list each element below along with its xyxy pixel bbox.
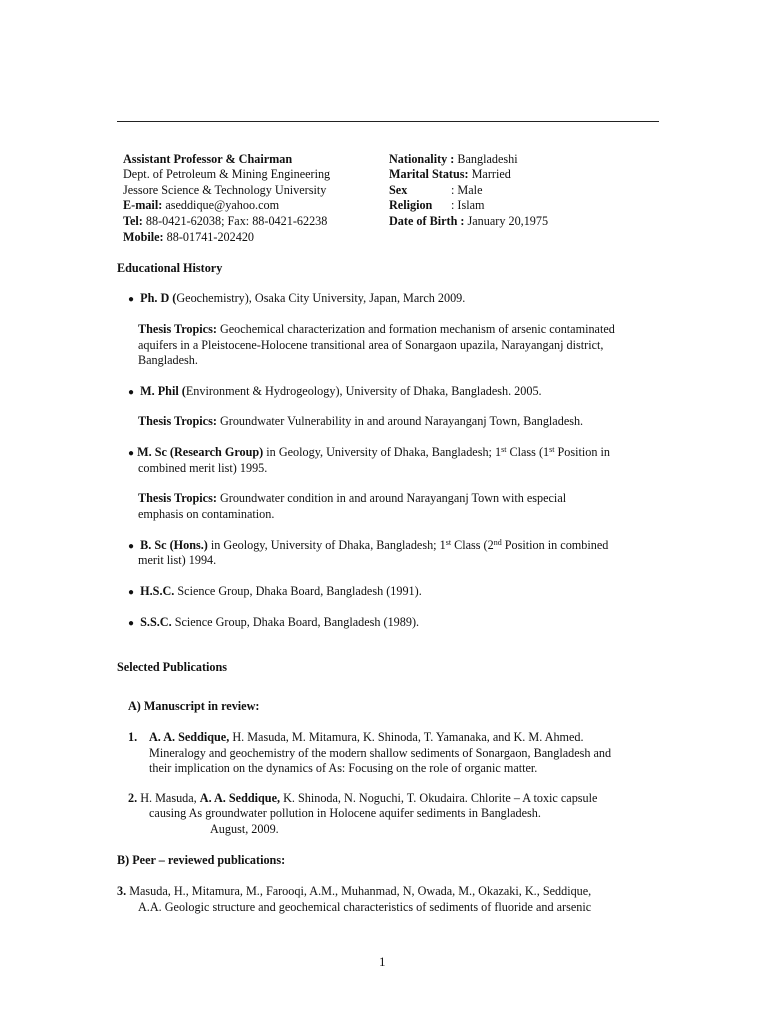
religion-value: : Islam <box>451 198 485 212</box>
mobile-line <box>123 230 254 246</box>
msc-text-c: Position in <box>554 445 610 459</box>
pub-3-line-2: A.A. Geologic structure and geochemical characteristics of sediments of fluoride and arsenic <box>138 900 592 914</box>
tel-value: 88-0421-62038; Fax: 88-0421-62238 <box>142 214 328 228</box>
msc-thesis-line-1 <box>138 491 566 507</box>
marital-value: Married <box>468 167 511 181</box>
review-heading: A) Manuscript in review: <box>128 699 260 713</box>
mphil-thesis-text: Groundwater Vulnerability in and around Narayanganj Town, Bangladesh. <box>216 414 584 428</box>
thesis-label: Thesis Tropics: <box>138 491 217 505</box>
nationality-value: Bangladeshi <box>454 152 518 166</box>
email-label: E-mail: <box>123 198 163 212</box>
bullet-icon: ● <box>128 618 135 629</box>
pub-2-line-3: August, 2009. <box>210 822 279 836</box>
edu-item-ssc <box>128 615 419 632</box>
dob-label: Date of Birth : <box>389 214 465 228</box>
pub-1-line-2: Mineralogy and geochemistry of the modern shallow sediments of Sonargaon, Bangladesh and <box>149 746 612 760</box>
sex-value: : Male <box>451 183 483 197</box>
pub-2-text-1: K. Shinoda, N. Noguchi, T. Okudaira. Chlorite – A toxic capsule <box>280 791 598 805</box>
tel-label: Tel: <box>123 214 143 228</box>
ssc-text: Science Group, Dhaka Board, Bangladesh (1989). <box>171 615 420 629</box>
department: Dept. of Petroleum & Mining Engineering <box>123 167 331 181</box>
tel-line <box>123 214 327 230</box>
pub-2-author: A. A. Seddique, <box>199 791 281 805</box>
pub-2-number: 2. <box>128 791 138 805</box>
bullet-icon: ● <box>128 294 135 305</box>
pub-2-line-2: causing As groundwater pollution in Holocene aquifer sediments in Bangladesh. <box>149 806 541 820</box>
bullet-icon: ● <box>128 587 135 598</box>
msc-sup-1: st <box>501 445 507 454</box>
pub-1-author: A. A. Seddique, <box>149 730 230 744</box>
phd-thesis-text-1: Geochemical characterization and formation mechanism of arsenic contaminated <box>216 322 615 336</box>
mobile-label: Mobile: <box>123 230 164 244</box>
msc-text-b: Class (1 <box>506 445 550 459</box>
religion-line <box>389 198 485 214</box>
pub-2-pre: H. Masuda, <box>137 791 200 805</box>
hsc-degree: H.S.C. <box>140 584 175 598</box>
peer-heading: B) Peer – reviewed publications: <box>117 853 286 867</box>
bsc-sup-1: st <box>445 538 452 547</box>
pub-1-text-1: H. Masuda, M. Mitamura, K. Shinoda, T. Yamanaka, and K. M. Ahmed. <box>229 730 584 744</box>
msc-text-a: in Geology, University of Dhaka, Bangladesh; 1 <box>263 445 502 459</box>
hsc-text: Science Group, Dhaka Board, Bangladesh (1991). <box>174 584 422 598</box>
dob-line <box>389 214 548 230</box>
msc-text-line-2: combined merit list) 1995. <box>138 461 268 475</box>
bsc-degree: B. Sc (Hons.) <box>140 538 208 552</box>
page-number: 1 <box>379 954 386 969</box>
bullet-icon: ● <box>128 387 135 398</box>
mphil-text: Environment & Hydrogeology), University of Dhaka, Bangladesh. 2005. <box>185 384 542 398</box>
job-title: Assistant Professor & Chairman <box>123 152 293 166</box>
mphil-thesis-line <box>138 414 583 430</box>
email-value: aseddique@yahoo.com <box>162 198 280 212</box>
phd-thesis-line-3: Bangladesh. <box>138 353 198 367</box>
msc-degree: M. Sc (Research Group) <box>137 445 264 459</box>
edu-item-msc <box>128 445 610 462</box>
pub-3-text-1: Masuda, H., Mitamura, M., Farooqi, A.M., Muhanmad, N, Owada, M., Okazaki, K., Seddique, <box>126 884 592 898</box>
email-line <box>123 198 279 214</box>
sex-line <box>389 183 482 199</box>
pub-3-line-1 <box>117 884 591 900</box>
bullet-icon: ● <box>128 448 135 459</box>
pub-1-line-1 <box>128 730 584 746</box>
sex-label: Sex <box>389 183 408 197</box>
phd-thesis-line-2: aquifers in a Pleistocene-Holocene transitional area of Sonargaon upazila, Narayanganj district, <box>138 338 604 352</box>
bsc-sup-2: nd <box>493 538 502 547</box>
pub-3-number: 3. <box>117 884 127 898</box>
publications-heading: Selected Publications <box>117 660 228 674</box>
religion-label: Religion <box>389 198 433 212</box>
dob-value: January 20,1975 <box>464 214 549 228</box>
msc-sup-2: st <box>549 445 555 454</box>
ssc-degree: S.S.C. <box>140 615 172 629</box>
marital-label: Marital Status: <box>389 167 469 181</box>
msc-thesis-line-2: emphasis on contamination. <box>138 507 275 521</box>
marital-line <box>389 167 511 183</box>
pub-2-line-1 <box>128 791 597 807</box>
edu-item-phd <box>128 291 465 308</box>
mobile-value: 88-01741-202420 <box>163 230 255 244</box>
edu-item-mphil <box>128 384 542 401</box>
pub-1-number: 1. <box>128 730 138 744</box>
bullet-icon: ● <box>128 541 135 552</box>
msc-thesis-text-1: Groundwater condition in and around Narayanganj Town with especial <box>216 491 567 505</box>
bsc-text-c: Position in combined <box>501 538 609 552</box>
bsc-text-a: in Geology, University of Dhaka, Bangladesh; 1 <box>207 538 446 552</box>
mphil-degree: M. Phil ( <box>140 384 186 398</box>
nationality-line <box>389 152 518 168</box>
university: Jessore Science & Technology University <box>123 183 327 197</box>
phd-text: Geochemistry), Osaka City University, Japan, March 2009. <box>176 291 466 305</box>
thesis-label: Thesis Tropics: <box>138 322 217 336</box>
bsc-text-b: Class (2 <box>451 538 494 552</box>
thesis-label: Thesis Tropics: <box>138 414 217 428</box>
header-rule <box>117 121 659 122</box>
pub-1-line-3: their implication on the dynamics of As: Focusing on the role of organic matter. <box>149 761 538 775</box>
bsc-text-line-2: merit list) 1994. <box>138 553 217 567</box>
edu-item-hsc <box>128 584 422 601</box>
nationality-label: Nationality : <box>389 152 455 166</box>
phd-degree: Ph. D ( <box>140 291 177 305</box>
phd-thesis-line-1 <box>138 322 615 338</box>
education-heading: Educational History <box>117 261 223 275</box>
